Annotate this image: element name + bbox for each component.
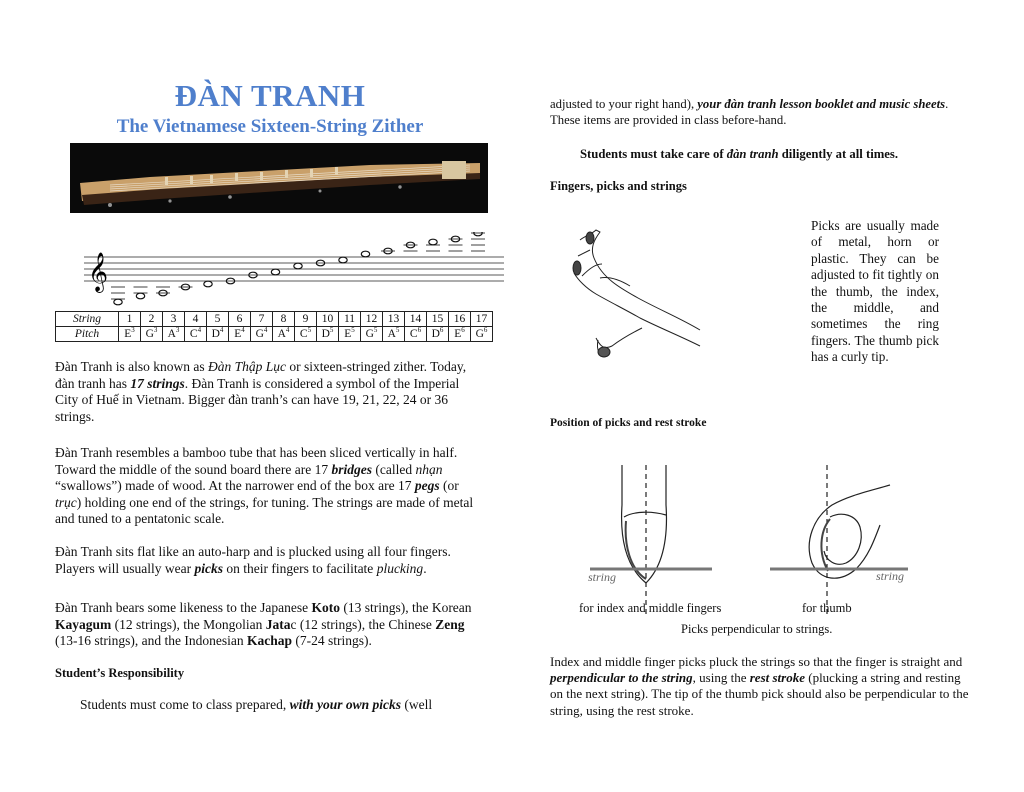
text-run: Students must take care of [580,147,727,161]
pitch-note: E [344,328,352,340]
staff-note [136,293,144,299]
string-number-cell: 10 [317,312,339,327]
pitch-cell [119,327,141,342]
text-run: with your own picks [289,697,401,712]
caption-thumb: for thumb [802,601,852,615]
text-run: (well [401,697,433,712]
string-number-cell: 17 [471,312,493,327]
text-run: Index and middle finger picks pluck the strings so that the finger is straight and [550,654,963,669]
text-run: Đàn Thập Lục [208,359,287,374]
text-run: c (12 strings), the Chinese [290,616,436,632]
hand-drawing [560,218,710,388]
position-heading: Position of picks and rest stroke [550,417,707,429]
pitch-cell [163,327,185,342]
text-run: or sixteen-stringed zither. Today, đàn tranh has [55,359,467,391]
text-run: , using the [692,670,750,686]
pitch-cell [339,327,361,342]
text-run: rest stroke [749,670,805,686]
string-label-left: string [588,570,617,584]
text-run: (12 strings), the Mongolian [111,616,266,632]
pitch-octave: 4 [219,326,224,335]
text-run: Đàn Tranh sits flat like an auto-harp and is plucked using all four fingers. Players will usually wear [55,544,451,576]
string-number-cell: 8 [273,312,295,327]
pitch-cell [471,327,493,342]
caption-perpendicular: Picks perpendicular to strings. [681,622,833,636]
text-run: plucking [376,560,424,576]
bridges-paragraph [55,445,485,528]
text-run: . Đàn Tranh is considered a symbol of the Imperial City of Huế in Vietnam. Bigger đàn tranh’s can have 19, 21, 22, 24 or 36 strings. [55,375,460,424]
page-subtitle: The Vietnamese Sixteen-String Zither [116,116,424,137]
pitch-note: C [409,328,418,340]
pitch-cell [361,327,383,342]
pitch-octave: 5 [373,326,378,335]
text-run: “swallows”) made of wood. At the narrower end of the box are 17 [55,478,415,494]
responsibility-paragraph [80,697,500,714]
pitch-cell [207,327,229,342]
pitch-cell [251,327,273,342]
fingers-heading: Fingers, picks and strings [550,179,687,193]
intro-paragraph [55,359,485,425]
text-run: (called [371,461,416,477]
thumb-pick-drawing [770,465,910,615]
plucking-paragraph [55,544,485,577]
staff-note [474,232,482,236]
text-run: Đàn Tranh bears some likeness to the Japanese [55,600,312,615]
text-run: your đàn tranh lesson booklet and music sheets [697,97,946,111]
text-run: . These items are provided in class before-hand. [550,97,949,128]
staff-note [429,239,437,245]
text-run: (7-24 strings). [291,633,372,649]
text-run: Đàn Tranh is also known as [55,359,209,374]
likeness-paragraph [55,600,485,650]
string-number-cell: 5 [207,312,229,327]
text-run: trục [55,494,77,510]
pitch-octave: 3 [153,326,158,335]
text-run: . [423,560,427,576]
text-run: ) holding one end of the strings, for tuning. The strings are made of metal and tuned to a pentatonic scale. [55,494,474,527]
pitch-table [55,311,493,342]
text-run: perpendicular to the string [550,670,693,686]
string-number-cell: 13 [383,312,405,327]
pitch-octave: 5 [351,326,355,335]
string-number-cell: 15 [427,312,449,327]
string-number-cell: 1 [119,312,141,327]
page-title: ĐÀN TRANH [174,78,366,113]
text-run: pegs [414,478,440,494]
text-run: bridges [331,461,372,477]
string-label-right: string [876,569,905,583]
pitch-note: G [255,328,264,340]
rest-stroke-paragraph [550,654,970,719]
pitch-row-label: Pitch [56,327,119,342]
text-run: diligently at all times. [778,147,899,161]
text-run: Jata [265,616,291,632]
pitch-cell [449,327,471,342]
pitch-octave: 4 [263,326,268,335]
care-statement [580,146,960,162]
picks-description: Picks are usually made of metal, horn or plastic. They can be adjusted to fit tightly on the thumb, the index, the middle, and sometimes the ring fingers. The thumb pick has a curly tip. [811,218,939,365]
staff-note [114,299,122,305]
pitch-note: E [454,328,462,340]
staff-note [339,257,347,263]
pitch-note: D [321,328,330,340]
text-run: Zeng [435,616,465,632]
pitch-octave: 6 [483,326,488,335]
string-number-cell: 12 [361,312,383,327]
text-run: (or [439,478,459,494]
pitch-octave: 4 [241,326,245,335]
pitch-note: C [299,328,308,340]
staff-note [294,263,302,269]
pitch-octave: 3 [175,326,180,335]
pitch-octave: 5 [395,326,400,335]
text-run: Kayagum [55,616,112,632]
text-run: (plucking a string and resting on the next string). The tip of the thumb pick should also be perpendicular to the string, using the rest stroke. [550,670,969,718]
supplies-paragraph [550,96,970,128]
pitch-note: C [189,328,198,340]
staff-note [361,251,369,257]
pitch-cell [383,327,405,342]
text-run: picks [194,560,223,576]
svg-text:𝄞: 𝄞 [88,252,109,292]
pitch-octave: 6 [417,326,422,335]
text-run: (13-16 strings), and the Indonesian [55,633,247,649]
pitch-cell [405,327,427,342]
string-number-cell: 9 [295,312,317,327]
pitch-note: D [431,328,440,340]
pitch-note: G [145,328,154,340]
pitch-octave: 3 [131,326,135,335]
string-number-cell: 14 [405,312,427,327]
pitch-note: A [167,328,176,340]
pitch-note: A [277,328,286,340]
instrument-photo [70,143,488,213]
staff-note [204,281,212,287]
pitch-octave: 5 [307,326,312,335]
music-staff [84,232,504,307]
responsibility-heading: Student’s Responsibility [55,666,185,680]
string-number-cell: 11 [339,312,361,327]
pitch-cell [229,327,251,342]
text-run: Đàn Tranh resembles a bamboo tube that has been sliced vertically in half. Toward the middle of the sound board there are 17 [55,445,458,477]
string-number-cell: 16 [449,312,471,327]
text-run: Students must come to class prepared, [80,697,290,712]
text-run: adjusted to your right hand), [550,97,698,111]
text-run: on their fingers to facilitate [222,560,377,576]
pitch-note: A [387,328,396,340]
pitch-cell [295,327,317,342]
pitch-octave: 5 [329,326,334,335]
pitch-cell [185,327,207,342]
pitch-cell [273,327,295,342]
string-number-cell: 2 [141,312,163,327]
string-row-label: String [56,312,119,327]
caption-index-middle: for index and middle fingers [579,601,722,615]
string-number-cell: 3 [163,312,185,327]
pitch-note: G [365,328,374,340]
pitch-octave: 4 [197,326,202,335]
staff-note [271,269,279,275]
text-run: 17 strings [130,375,185,391]
pitch-note: E [124,328,132,340]
pitch-cell [427,327,449,342]
pitch-octave: 4 [285,326,290,335]
pitch-octave: 6 [461,326,465,335]
string-number-cell: 6 [229,312,251,327]
text-run: Kachap [246,633,292,649]
pitch-cell [141,327,163,342]
text-run: (13 strings), the Korean [339,600,472,615]
string-number-cell: 7 [251,312,273,327]
string-number-cell: 4 [185,312,207,327]
pitch-note: G [475,328,484,340]
index-pick-drawing [590,465,720,615]
pitch-note: D [211,328,220,340]
pitch-cell [317,327,339,342]
text-run: đàn tranh [726,147,779,161]
pitch-octave: 6 [439,326,444,335]
pitch-note: E [234,328,242,340]
text-run: Koto [311,600,340,615]
text-run: nhạn [415,461,443,477]
